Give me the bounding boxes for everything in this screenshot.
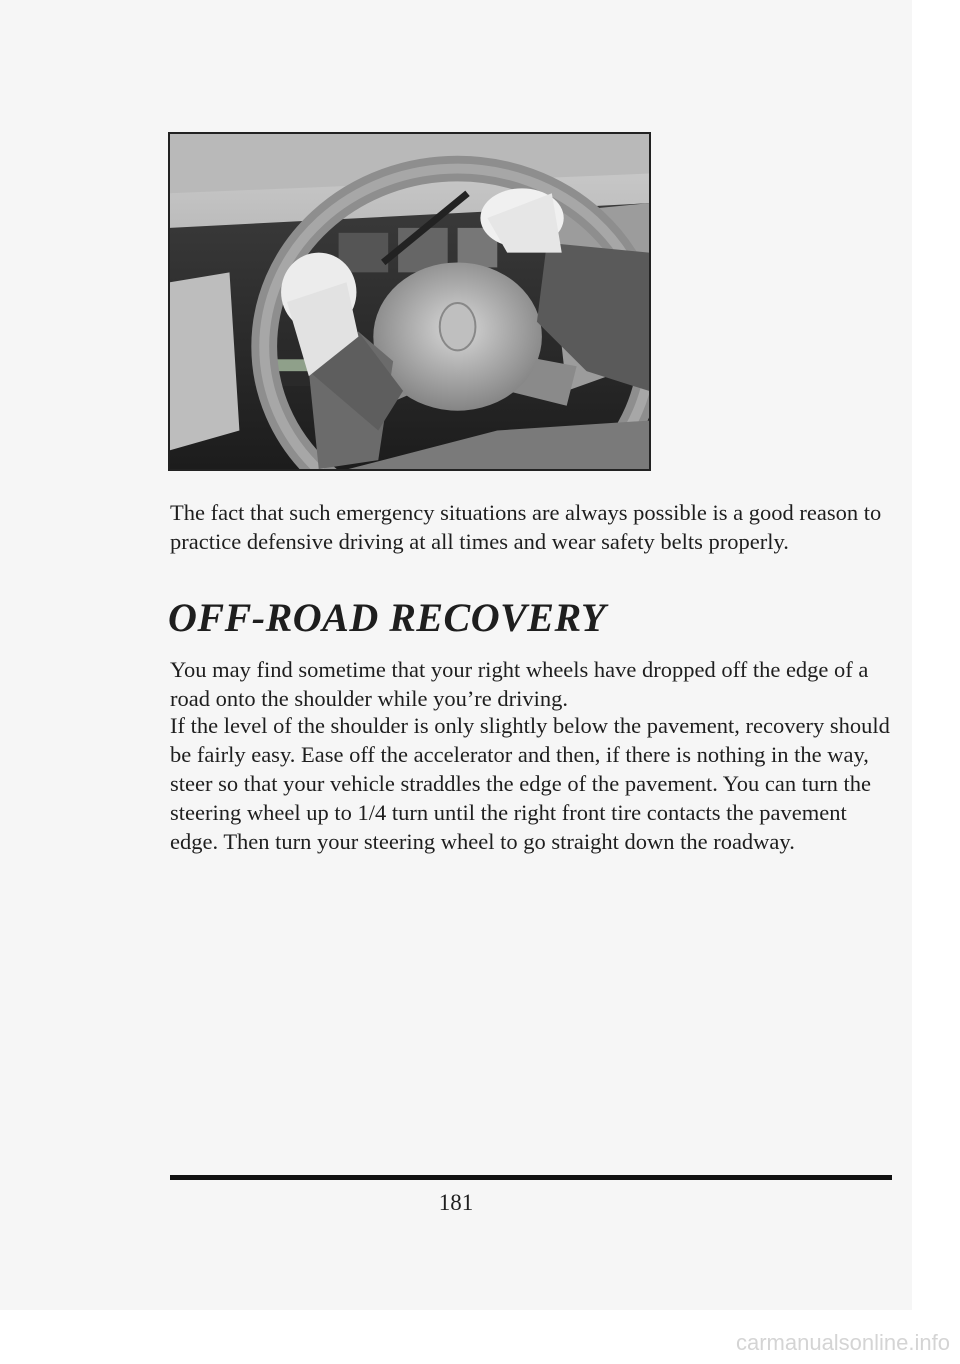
intro-paragraph: The fact that such emergency situations are always possible is a good reason to practice defensive driving at all times and wear safety belts properly. [170,500,882,554]
body-paragraph: If the level of the shoulder is only slightly below the pavement, recovery should be fairly easy. Ease off the accelerator and then, if there is nothing in the way, steer so that your vehicle straddles the edge of the pavement. You can turn the steering wheel up to 1/4 turn until the right front tire contacts the pavement edge. Then turn your steering wheel to go straight down the roadway. [170,713,890,854]
section-heading: OFF-ROAD RECOVERY [168,595,606,640]
page-number: 181 [438,1190,474,1215]
footer-rule [170,1175,892,1180]
steering-wheel-photo [168,132,651,471]
watermark: carmanualsonline.info [735,1330,950,1355]
body-paragraph: You may find sometime that your right wheels have dropped off the edge of a road onto the shoulder while you’re driving. [170,657,869,711]
hands-on-steering-wheel-icon [170,134,649,469]
